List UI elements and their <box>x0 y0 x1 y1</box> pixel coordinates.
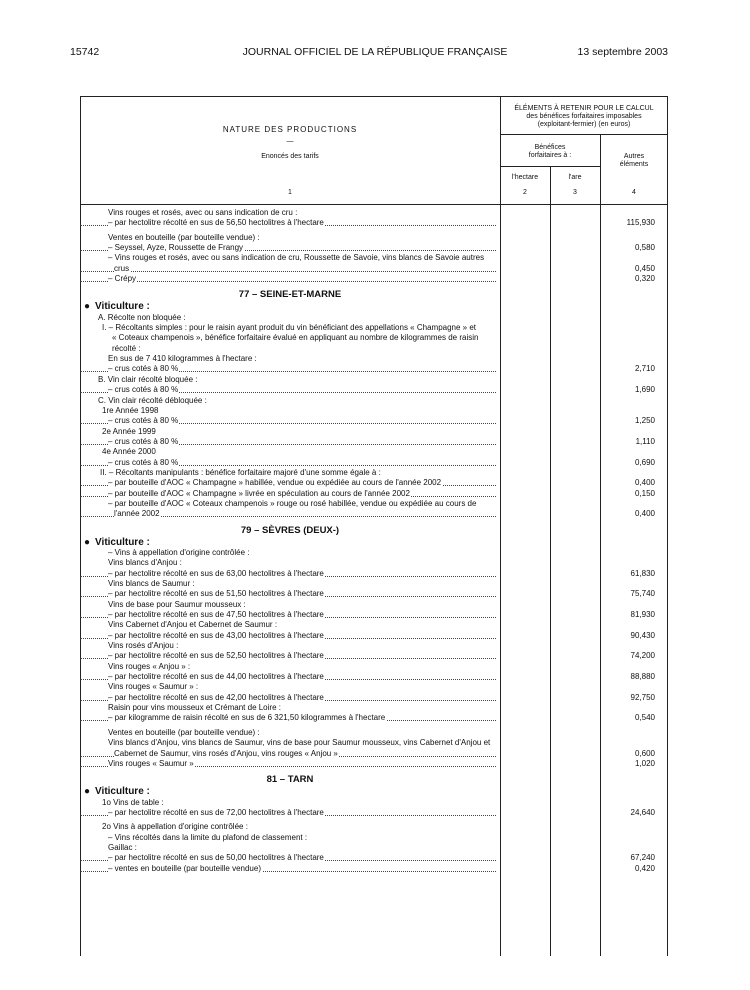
hectare-label: l'hectare <box>511 174 539 181</box>
row-value: 61,830 <box>630 568 655 578</box>
section-title: 79 – SÈVRES (DEUX-) <box>240 524 340 536</box>
table-row <box>80 610 668 620</box>
table-row <box>80 569 668 579</box>
table-row <box>80 458 668 468</box>
table-row <box>80 499 668 509</box>
section-heading <box>80 773 668 787</box>
table-row <box>80 385 668 395</box>
row-value: 90,430 <box>630 630 655 640</box>
row-label: – par hectolitre récolté en sus de 52,50 hectolitres à l'hectare <box>108 651 324 661</box>
row-label: Ventes en bouteille (par bouteille vendue) : <box>108 727 260 737</box>
table-row <box>80 447 668 457</box>
bullet-icon: ● <box>84 786 91 798</box>
category-text: Viticulture : <box>95 786 150 798</box>
row-label: – Vins à appellation d'origine contrôlée : <box>108 547 250 557</box>
row-label: Cabernet de Saumur, vins rosés d'Anjou, vins rouges « Anjou » <box>114 748 338 758</box>
row-label: – crus cotés à 80 % <box>108 416 179 426</box>
table-row <box>80 808 668 818</box>
row-value: 0,450 <box>634 263 655 273</box>
table-row <box>80 548 668 558</box>
row-value: 1,690 <box>634 385 655 395</box>
autres-label-2: éléments <box>619 161 649 168</box>
row-label: – par hectolitre récolté en sus de 42,00 hectolitres à l'hectare <box>108 692 324 702</box>
table-row <box>80 853 668 863</box>
table-row <box>80 589 668 599</box>
table-row <box>80 693 668 703</box>
table-row <box>80 375 668 385</box>
col-number-3: 3 <box>573 189 577 196</box>
category-text: Viticulture : <box>95 536 150 548</box>
row-value: 67,240 <box>630 853 655 863</box>
row-value: 88,880 <box>630 672 655 682</box>
row-label: – Seyssel, Ayze, Roussette de Frangy <box>108 243 244 253</box>
row-label: 2e Année 1999 <box>102 426 156 436</box>
row-label: 1re Année 1998 <box>102 405 159 415</box>
row-value: 0,540 <box>634 713 655 723</box>
row-label: Raisin pour vins mousseux et Crémant de Loire : <box>108 703 281 713</box>
row-label: – Vins récoltés dans la limite du plafond de classement : <box>108 832 308 842</box>
table-row <box>80 738 668 748</box>
row-value: 0,690 <box>634 457 655 467</box>
table-row <box>80 641 668 651</box>
section-title: 81 – TARN <box>266 774 314 786</box>
row-label: crus <box>114 263 130 273</box>
table-row <box>80 396 668 406</box>
table-row <box>80 243 668 253</box>
table-row <box>80 344 668 354</box>
row-label: – par bouteille d'AOC « Coteaux champenois » rouge ou rosé habillée, vendue ou expédiée au cours de <box>108 498 477 508</box>
row-label: C. Vin clair récolté débloquée : <box>98 395 207 405</box>
table-row <box>80 323 668 333</box>
col-number-2: 2 <box>523 189 527 196</box>
bullet-icon: ● <box>84 536 91 548</box>
row-label: – par hectolitre récolté en sus de 56,50 hectolitres à l'hectare <box>108 218 324 228</box>
table-row <box>80 822 668 832</box>
table-body <box>80 208 668 874</box>
row-value: 0,600 <box>634 748 655 758</box>
nature-title: NATURE DES PRODUCTIONS <box>222 125 358 134</box>
row-value: 24,640 <box>630 807 655 817</box>
row-label: Vins rouges « Saumur » <box>108 758 194 768</box>
row-label: – par hectolitre récolté en sus de 44,00 hectolitres à l'hectare <box>108 672 324 682</box>
row-label: récolté : <box>112 343 141 353</box>
table-row <box>80 253 668 263</box>
row-label: I. – Récoltants simples : pour le raisin ayant produit du vin bénéficiant des appellations « Champagne » et <box>102 323 476 333</box>
table-row <box>80 651 668 661</box>
bullet-icon: ● <box>84 301 91 313</box>
category-label <box>84 302 151 312</box>
table-row <box>80 264 668 274</box>
category-text: Viticulture : <box>95 301 150 313</box>
table-row <box>80 600 668 610</box>
table-row <box>80 218 668 228</box>
row-label: Vins rouges « Anjou » : <box>108 661 191 671</box>
table-row <box>80 579 668 589</box>
table-row <box>80 478 668 488</box>
dot-leader <box>80 271 496 272</box>
row-label: – crus cotés à 80 % <box>108 436 179 446</box>
table-row <box>80 620 668 630</box>
journal-title: JOURNAL OFFICIEL DE LA RÉPUBLIQUE FRANÇAISE <box>242 46 508 58</box>
table-row <box>80 631 668 641</box>
table-row <box>80 354 668 364</box>
row-label: Vins blancs d'Anjou : <box>108 558 182 568</box>
row-label: – Crépy <box>108 274 137 284</box>
category-label <box>84 787 151 797</box>
row-label: B. Vin clair récolté bloquée : <box>98 374 198 384</box>
table-row <box>80 509 668 519</box>
col-number-1: 1 <box>288 189 292 196</box>
table-row <box>80 672 668 682</box>
category-heading <box>80 787 668 797</box>
table-row <box>80 468 668 478</box>
row-value: 0,400 <box>634 478 655 488</box>
row-label: « Coteaux champenois », bénéfice forfaitaire évalué en appliquant au nombre de kilogrammes de raisin <box>112 333 479 343</box>
table-row <box>80 427 668 437</box>
table-top-rule <box>80 96 668 97</box>
table-row <box>80 333 668 343</box>
header-rule-1 <box>500 134 668 135</box>
elements-title-2: des bénéfices forfaitaires imposables <box>526 113 642 120</box>
table-row <box>80 233 668 243</box>
row-label: 4e Année 2000 <box>102 447 156 457</box>
row-label: Vins rosés d'Anjou : <box>108 641 179 651</box>
row-value: 115,930 <box>626 218 655 228</box>
row-label: – Vins rouges et rosés, avec ou sans indication de cru, Roussette de Savoie, vins blancs de Savoie autres <box>108 253 485 263</box>
table-row <box>80 713 668 723</box>
table-row <box>80 864 668 874</box>
table-row <box>80 759 668 769</box>
row-value: 0,420 <box>634 863 655 873</box>
row-label: – par hectolitre récolté en sus de 50,00 hectolitres à l'hectare <box>108 853 324 863</box>
benefices-label-1: Bénéfices <box>534 144 566 151</box>
row-value: 0,580 <box>634 243 655 253</box>
row-label: Vins blancs d'Anjou, vins blancs de Saumur, vins de base pour Saumur mousseux, vins Cabernet d'Anjou et <box>108 738 491 748</box>
header-bottom-rule <box>80 204 668 205</box>
row-value: 1,110 <box>635 436 655 446</box>
row-label: l'année 2002 <box>114 509 160 519</box>
row-value: 75,740 <box>630 589 655 599</box>
autres-label-1: Autres <box>623 153 645 160</box>
are-label: l'are <box>568 174 582 181</box>
row-label: – ventes en bouteille (par bouteille vendue) <box>108 863 261 873</box>
table-row <box>80 843 668 853</box>
row-value: 81,930 <box>630 610 655 620</box>
row-label: – par bouteille d'AOC « Champagne » habillée, vendue ou expédiée au cours de l'année 2002 <box>108 478 442 488</box>
table-row <box>80 749 668 759</box>
row-label: Ventes en bouteille (par bouteille vendue) : <box>108 232 260 242</box>
row-value: 0,400 <box>634 509 655 519</box>
section-title: 77 – SEINE-ET-MARNE <box>238 289 342 301</box>
table-row <box>80 798 668 808</box>
header-rule-2 <box>500 166 600 167</box>
row-label: II. – Récoltants manipulants : bénéfice forfaitaire majoré d'une somme égale à : <box>100 467 381 477</box>
row-label: Vins Cabernet d'Anjou et Cabernet de Saumur : <box>108 620 278 630</box>
table-row <box>80 703 668 713</box>
row-label: Vins rouges et rosés, avec ou sans indication de cru : <box>108 208 298 217</box>
row-label: En sus de 7 410 kilogrammes à l'hectare : <box>108 354 257 364</box>
tarifs-label: Enoncés des tarifs <box>261 153 319 160</box>
row-label: – par hectolitre récolté en sus de 72,00 hectolitres à l'hectare <box>108 807 324 817</box>
row-label: – crus cotés à 80 % <box>108 457 179 467</box>
table-row <box>80 416 668 426</box>
row-label: Vins de base pour Saumur mousseux : <box>108 599 246 609</box>
row-label: 2o Vins à appellation d'origine contrôlée : <box>102 822 248 832</box>
row-value: 1,250 <box>634 416 655 426</box>
row-label: – par hectolitre récolté en sus de 43,00 hectolitres à l'hectare <box>108 630 324 640</box>
row-label: – par hectolitre récolté en sus de 47,50 hectolitres à l'hectare <box>108 610 324 620</box>
row-label: – par hectolitre récolté en sus de 63,00 hectolitres à l'hectare <box>108 568 324 578</box>
section-heading <box>80 288 668 302</box>
table-row <box>80 437 668 447</box>
table-row <box>80 274 668 284</box>
table-row <box>80 313 668 323</box>
row-label: A. Récolte non bloquée : <box>98 312 186 322</box>
category-heading <box>80 538 668 548</box>
row-label: Gaillac : <box>108 842 137 852</box>
row-label: 1o Vins de table : <box>102 797 164 807</box>
row-label: – par bouteille d'AOC « Champagne » livrée en spéculation au cours de l'année 2002 <box>108 488 410 498</box>
row-value: 1,020 <box>634 758 655 768</box>
table-row <box>80 364 668 374</box>
table-row <box>80 558 668 568</box>
table-row <box>80 728 668 738</box>
header-dash: — <box>286 138 294 145</box>
row-value: 92,750 <box>630 692 655 702</box>
table-row <box>80 406 668 416</box>
row-value: 0,320 <box>634 274 655 284</box>
row-label: Vins blancs de Saumur : <box>108 579 195 588</box>
table-row <box>80 833 668 843</box>
elements-title-3: (exploitant-fermier) (en euros) <box>537 121 631 128</box>
page-number: 15742 <box>70 46 100 58</box>
benefices-label-2: forfaitaires à : <box>528 152 572 159</box>
row-label: Vins rouges « Saumur » : <box>108 682 199 692</box>
publication-date: 13 septembre 2003 <box>577 46 668 58</box>
category-label <box>84 538 151 548</box>
elements-title-1: ÉLÉMENTS À RETENIR POUR LE CALCUL <box>514 105 654 112</box>
dot-leader <box>80 281 496 282</box>
category-heading <box>80 302 668 312</box>
table-row <box>80 489 668 499</box>
section-heading <box>80 524 668 538</box>
table-row <box>80 682 668 692</box>
table-row <box>80 208 668 218</box>
row-label: – par hectolitre récolté en sus de 51,50 hectolitres à l'hectare <box>108 589 324 599</box>
row-value: 0,150 <box>634 488 655 498</box>
col-number-4: 4 <box>632 189 636 196</box>
row-value: 2,710 <box>634 364 655 374</box>
row-value: 74,200 <box>630 651 655 661</box>
row-label: – par kilogramme de raisin récolté en sus de 6 321,50 kilogrammes à l'hectare <box>108 713 386 723</box>
row-label: – crus cotés à 80 % <box>108 385 179 395</box>
table-row <box>80 662 668 672</box>
row-label: – crus cotés à 80 % <box>108 364 179 374</box>
